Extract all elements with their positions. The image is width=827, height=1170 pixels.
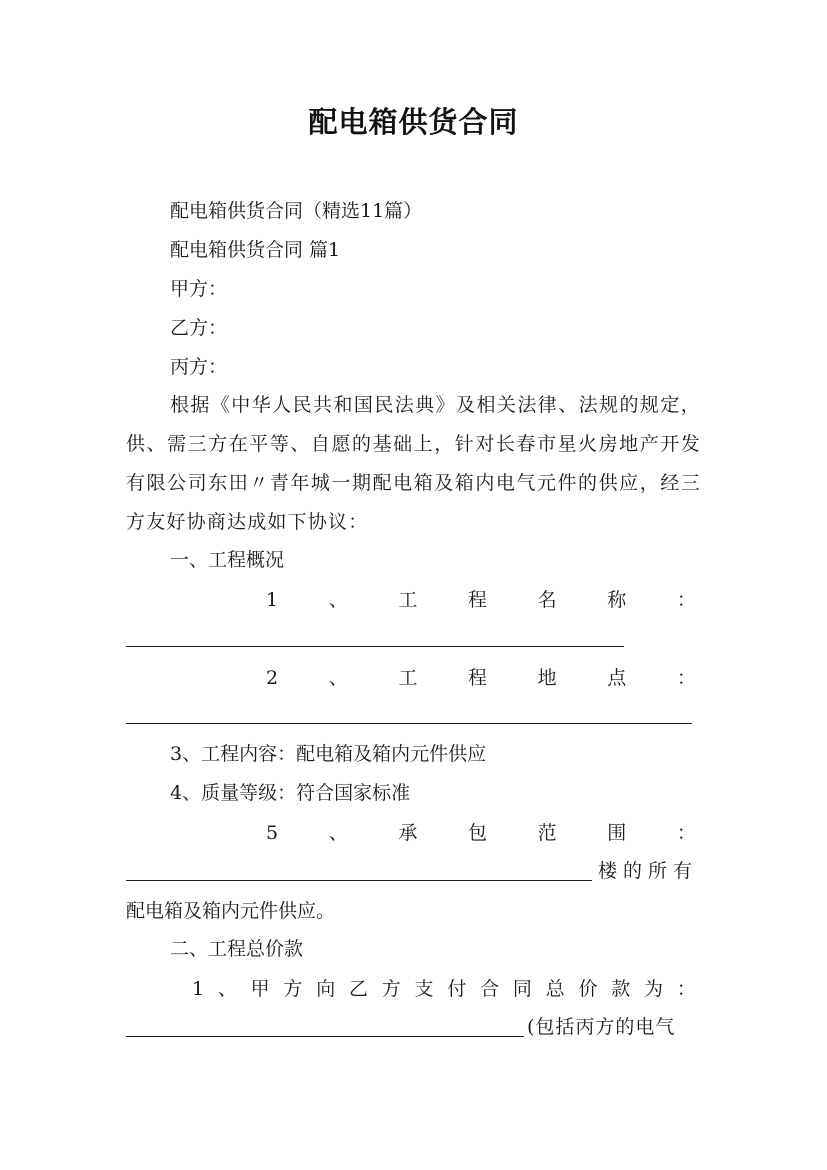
item-2-char: ： — [676, 667, 696, 689]
payment-char: 向 — [316, 978, 336, 1000]
payment-char: 方 — [283, 978, 303, 1000]
payment-char: 甲 — [250, 978, 270, 1000]
payment-char: 方 — [381, 978, 401, 1000]
payment-char: 1 — [192, 978, 205, 1000]
item-1-char: 工 — [398, 589, 418, 611]
document-title: 配电箱供货合同 — [308, 105, 519, 139]
item-5-char: 5 — [266, 822, 279, 844]
item-3-content: 3、工程内容：配电箱及箱内元件供应 — [170, 743, 487, 765]
item-1-char: 名 — [537, 589, 557, 611]
section-heading: 配电箱供货合同 篇1 — [170, 239, 341, 261]
item-1-char: 程 — [468, 589, 488, 611]
payment-char: 、 — [217, 978, 237, 1000]
payment-char: 乙 — [348, 978, 368, 1000]
item-5-tail: 楼的所有 — [598, 860, 699, 882]
item-5-label — [266, 821, 696, 845]
project-name-blank — [126, 646, 624, 647]
item-2-char: 、 — [328, 667, 348, 689]
payment-char: ： — [676, 978, 696, 1000]
item-2-char: 点 — [607, 667, 627, 689]
item-5-char: 范 — [537, 822, 557, 844]
item-2-char: 2 — [266, 667, 279, 689]
item-2-label — [266, 666, 696, 690]
payment-char: 价 — [578, 978, 598, 1000]
item-5-char: 包 — [468, 822, 488, 844]
payment-tail: (包括丙方的电气 — [527, 1016, 676, 1038]
party-b-label: 乙方： — [170, 317, 228, 339]
item-2-char: 程 — [468, 667, 488, 689]
intro-paragraph: 根据《中华人民共和国民法典》及相关法律、法规的规定，供、需三方在平等、自愿的基础上，针对长春市星火房地产开发有限公司东田〃青年城一期配电箱及箱内电气元件的供应，经三方友好协商达成如下协议： — [126, 394, 701, 533]
item-1-char: 1 — [266, 589, 279, 611]
payment-char: 付 — [447, 978, 467, 1000]
payment-clause-label — [192, 977, 696, 1001]
item-2-char: 地 — [537, 667, 557, 689]
payment-char: 总 — [545, 978, 565, 1000]
payment-char: 合 — [480, 978, 500, 1000]
project-location-blank — [126, 723, 692, 724]
item-5-char: ： — [676, 822, 696, 844]
item-1-char: 、 — [328, 589, 348, 611]
item-1-char: 称 — [607, 589, 627, 611]
payment-char: 支 — [414, 978, 434, 1000]
item-2-char: 工 — [398, 667, 418, 689]
party-a-label: 甲方： — [170, 278, 228, 300]
item-5-char: 承 — [398, 822, 418, 844]
payment-char: 为 — [644, 978, 664, 1000]
item-1-char: ： — [676, 589, 696, 611]
party-c-label: 丙方： — [170, 356, 228, 378]
payment-char: 款 — [611, 978, 631, 1000]
document-subtitle: 配电箱供货合同（精选11篇） — [170, 200, 423, 222]
item-5-char: 、 — [328, 822, 348, 844]
section-2-title: 二、工程总价款 — [170, 938, 304, 960]
item-4-quality: 4、质量等级：符合国家标准 — [170, 782, 411, 804]
item-5-continuation: 配电箱及箱内元件供应。 — [126, 900, 336, 922]
total-price-blank — [126, 1036, 524, 1037]
item-1-label — [266, 588, 696, 612]
scope-blank — [126, 880, 592, 881]
payment-char: 同 — [512, 978, 532, 1000]
item-5-char: 围 — [607, 822, 627, 844]
section-1-title: 一、工程概况 — [170, 549, 285, 571]
